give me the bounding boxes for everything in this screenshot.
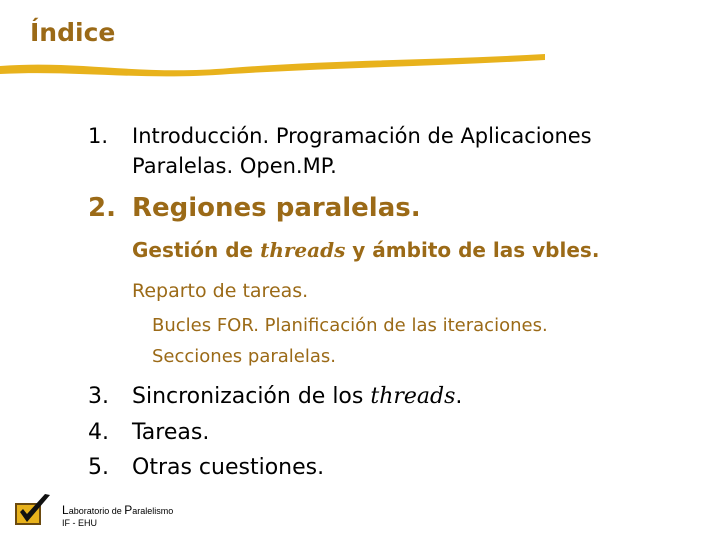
organization: IF - EHU	[62, 518, 97, 528]
item-number: 5.	[88, 455, 109, 480]
subitem-text-italic: threads	[260, 238, 346, 262]
item-number: 3.	[88, 384, 109, 409]
lab-name: Laboratorio de Paralelismo	[62, 503, 174, 517]
item-number: 4.	[88, 420, 109, 445]
subitem-threads-scope	[132, 238, 599, 262]
item-text: Introducción. Programación de Aplicaciones	[132, 124, 592, 148]
item-number: 1.	[88, 124, 109, 148]
title-underline	[0, 48, 720, 78]
subitem-text-a: Gestión de	[132, 238, 261, 262]
subitem-text-c: y ámbito de las vbles.	[345, 238, 600, 262]
item-text: Otras cuestiones.	[132, 455, 325, 480]
item-text: Tareas.	[132, 420, 210, 445]
item-text: Regiones paralelas.	[132, 193, 421, 223]
subsubitem-for-loops: Bucles FOR. Planificación de las iteraciones.	[152, 315, 548, 336]
item-text-continued: Paralelas. Open.MP.	[132, 154, 337, 178]
slide-title: Índice	[30, 18, 116, 47]
checkbox-check-icon	[14, 492, 54, 528]
subsubitem-sections: Secciones paralelas.	[152, 346, 336, 367]
subitem-work-sharing: Reparto de tareas.	[132, 280, 309, 302]
item-number: 2.	[88, 193, 116, 223]
item-text-c: .	[455, 384, 463, 409]
item-text	[132, 384, 462, 409]
item-text-a: Sincronización de los	[132, 384, 371, 409]
item-text-italic: threads	[370, 384, 456, 409]
